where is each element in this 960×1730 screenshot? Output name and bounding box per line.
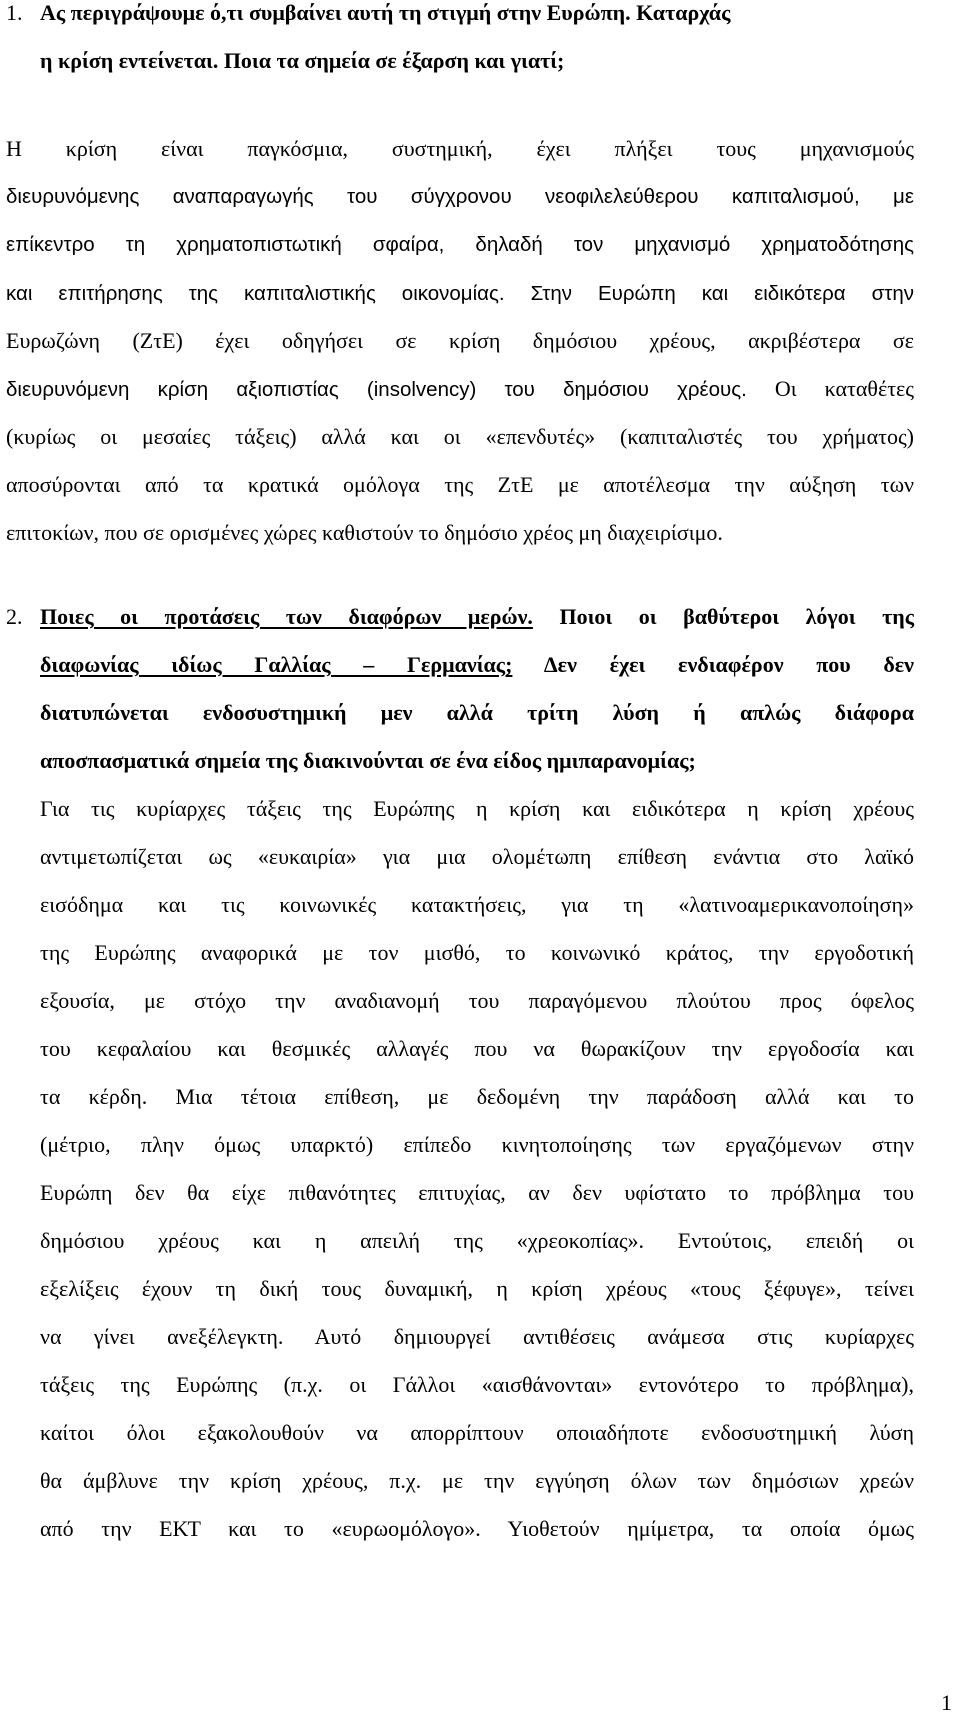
item2-para-line: εξελίξεις έχουν τη δική τους δυναμική, η κρίση χρέους «τους ξέφυγε», τείνει <box>40 1276 914 1301</box>
item1-para-line: διευρυνόμενης αναπαραγωγής του σύγχρονου νεοφιλελεύθερου καπιταλισμού, με <box>6 185 914 208</box>
item2-para-line: εισόδημα και τις κοινωνικές κατακτήσεις, για τη «λατινοαμερικανοποίηση» <box>40 892 914 917</box>
item2-para-line: της Ευρώπης αναφορικά με τον μισθό, το κοινωνικό κράτος, την εργοδοτική <box>40 940 914 965</box>
item2-heading-underlined: διαφωνίας ιδίως Γαλλίας – Γερμανίας; <box>40 652 513 677</box>
item2-heading-line1 <box>40 604 914 630</box>
item2-para-line: θα άμβλυνε την κρίση χρέους, π.χ. με την εγγύηση όλων των δημόσιων χρεών <box>40 1468 914 1493</box>
item2-para-line: να γίνει ανεξέλεγκτη. Αυτό δημιουργεί αντιθέσεις ανάμεσα στις κυρίαρχες <box>40 1324 914 1349</box>
item2-heading-line3: διατυπώνεται ενδοσυστημική μεν αλλά τρίτη λύση ή απλώς διάφορα <box>40 700 914 725</box>
item1-heading-line1 <box>40 0 914 26</box>
item1-para-line: επιτοκίων, που σε ορισμένες χώρες καθιστούν το δημόσιο χρέος μη διαχειρίσιμο. <box>6 520 723 545</box>
item1-para-line: αποσύρονται από τα κρατικά ομόλογα της ΖτΕ με αποτέλεσμα την αύξηση των <box>6 472 914 497</box>
item2-para-line: Ευρώπη δεν θα είχε πιθανότητες επιτυχίας, αν δεν υφίστατο το πρόβλημα του <box>40 1180 914 1205</box>
item1-para-line <box>6 376 914 403</box>
item1-para-line <box>6 280 914 307</box>
item1-number: 1. <box>6 0 23 25</box>
item2-heading-underlined: Ποιες οι προτάσεις των διαφόρων μερών. <box>40 604 533 629</box>
item2-para-line: (μέτριο, πλην όμως υπαρκτό) επίπεδο κινητοποίησης των εργαζόμενων στην <box>40 1132 914 1157</box>
item2-heading-line4: αποσπασματικά σημεία της διακινούνται σε ένα είδος ημιπαρανομίας; <box>40 748 696 773</box>
item2-para-line: από την ΕΚΤ και το «ευρωομόλογο». Υιοθετούν ημίμετρα, τα οποία όμως <box>40 1516 914 1541</box>
item2-number: 2. <box>6 604 23 629</box>
item2-para-line: αντιμετωπίζεται ως «ευκαιρία» για μια ολομέτωπη επίθεση ενάντια στο λαϊκό <box>40 844 914 869</box>
item1-heading-line1-text: Ας περιγράψουμε ό,τι συμβαίνει αυτή τη στιγμή στην Ευρώπη. Καταρχάς <box>40 0 731 25</box>
page-number: 1 <box>941 1690 952 1715</box>
item2-para-line: του κεφαλαίου και θεσμικές αλλαγές που να θωρακίζουν την εργοδοσία και <box>40 1036 914 1061</box>
item2-heading-rest: Ποιοι οι βαθύτεροι λόγοι της <box>532 604 914 629</box>
item2-para-line: τάξεις της Ευρώπης (π.χ. οι Γάλλοι «αισθάνονται» εντονότερο το πρόβλημα), <box>40 1372 914 1397</box>
item1-para-seg: Οι καταθέτες <box>746 376 914 401</box>
item1-para-seg: Στην Ευρώπη και ειδικότερα στην <box>504 282 914 305</box>
item1-para-line: Ευρωζώνη (ΖτΕ) έχει οδηγήσει σε κρίση δημόσιου χρέους, ακριβέστερα σε <box>6 328 914 353</box>
item2-heading-line2 <box>40 652 914 678</box>
item2-para-line: εξουσία, με στόχο την αναδιανομή του παραγόμενου πλούτου προς όφελος <box>40 988 914 1013</box>
item1-heading-line2: η κρίση εντείνεται. Ποια τα σημεία σε έξαρση και γιατί; <box>40 48 565 73</box>
item2-heading-rest: Δεν έχει ενδιαφέρον που δεν <box>512 652 915 677</box>
item1-para-line: Η κρίση είναι παγκόσμια, συστημική, έχει πλήξει τους μηχανισμούς <box>6 136 914 161</box>
item1-para-line: επίκεντρο τη χρηματοπιστωτική σφαίρα, δηλαδή τον μηχανισμό χρηματοδότησης <box>6 233 914 256</box>
item2-para-line: καίτοι όλοι εξακολουθούν να απορρίπτουν οποιαδήποτε ενδοσυστημική λύση <box>40 1420 914 1445</box>
item2-para-line: τα κέρδη. Μια τέτοια επίθεση, με δεδομένη την παράδοση αλλά και το <box>40 1084 914 1109</box>
item2-para-line: Για τις κυρίαρχες τάξεις της Ευρώπης η κρίση και ειδικότερα η κρίση χρέους <box>40 796 914 821</box>
item1-para-line: (κυρίως οι μεσαίες τάξεις) αλλά και οι «επενδυτές» (καπιταλιστές του χρήματος) <box>6 424 914 449</box>
item1-para-seg: και επιτήρησης της καπιταλιστικής οικονομίας. <box>6 282 505 305</box>
item2-para-line: δημόσιου χρέους και η απειλή της «χρεοκοπίας». Εντούτοις, επειδή οι <box>40 1228 914 1253</box>
item1-para-seg: διευρυνόμενη κρίση αξιοπιστίας (insolvency) του δημόσιου χρέους. <box>6 378 747 401</box>
